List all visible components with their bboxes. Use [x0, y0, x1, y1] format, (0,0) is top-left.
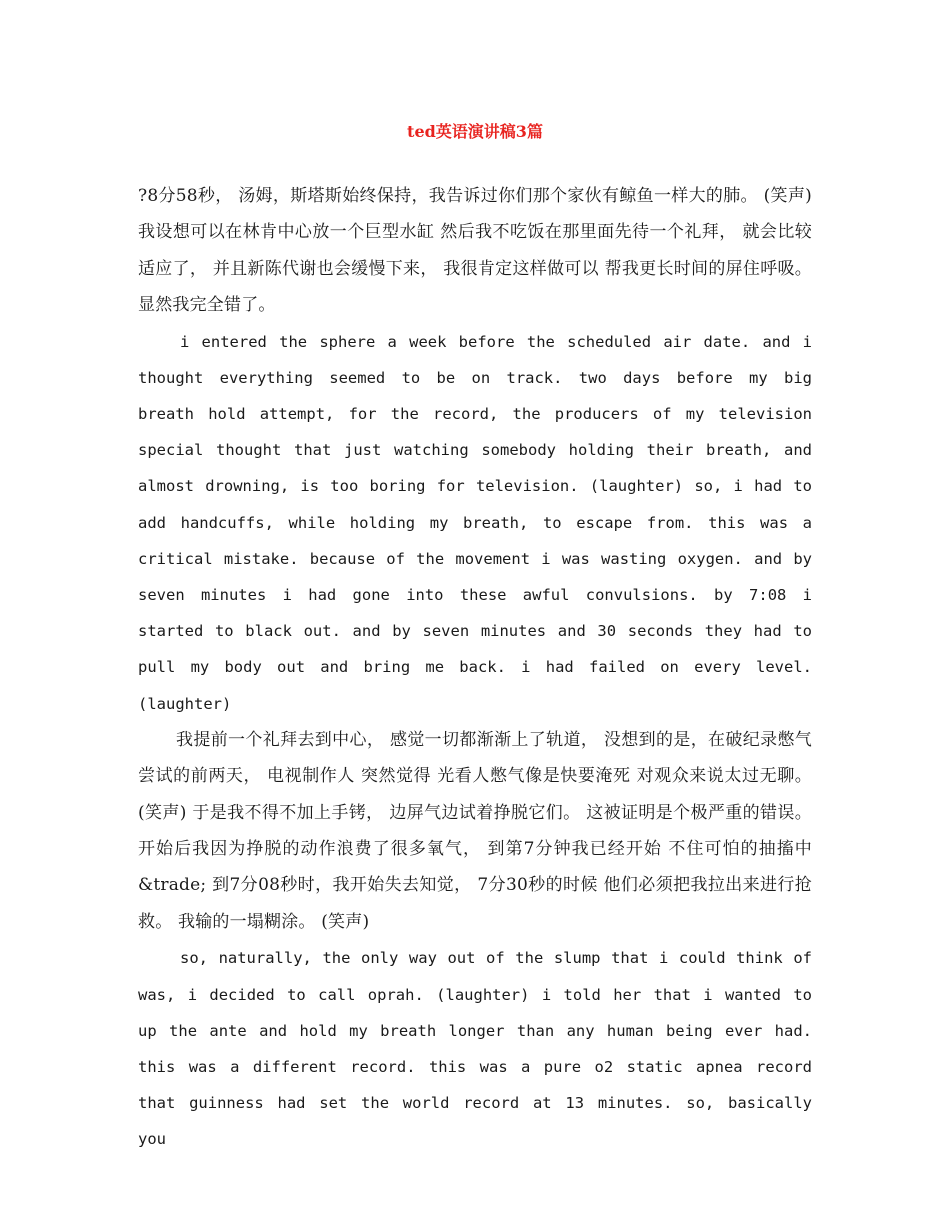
paragraph-chinese-1: ?8分58秒， 汤姆，斯塔斯始终保持，我告诉过你们那个家伙有鲸鱼一样大的肺。 (笑声) 我设想可以在林肯中心放一个巨型水缸 然后我不吃饭在那里面先待一个礼拜， 就会比较适应了， 并且新陈代谢也会缓慢下来， 我很肯定这样做可以 帮我更长时间的屏住呼吸。 显然我完全错了。 — [138, 186, 812, 316]
paragraph-english-2: so, naturally, the only way out of the slump that i could think of was, i decided to call oprah. (laughter) i told her that i wanted to up the ante and hold my breath longer than any human being ever had. this was a different record. this was a pure o2 static apnea record that guinness had set the world record at 13 minutes. so, basically you — [138, 949, 812, 1149]
document-title: ted英语演讲稿3篇 — [407, 122, 543, 141]
document-page — [138, 120, 812, 1158]
paragraph-chinese-2: 我提前一个礼拜去到中心， 感觉一切都渐渐上了轨道， 没想到的是，在破纪录憋气尝试的前两天， 电视制作人 突然觉得 光看人憋气像是快要淹死 对观众来说太过无聊。 (笑声) 于是我不得不加上手铐， 边屏气边试着挣脱它们。 这被证明是个极严重的错误。 开始后我因为挣脱的动作浪费了很多氧气， 到第7分钟我已经开始 不住可怕的抽搐中&trade; 到7分08秒时，我开始失去知觉， 7分30秒的时候 他们必须把我拉出来进行抢救。 我输的一塌糊涂。 (笑声) — [138, 729, 812, 932]
paragraph-english-1: i entered the sphere a week before the scheduled air date. and i thought everything seemed to be on track. two days before my big breath hold attempt, for the record, the producers of my television special thought that just watching somebody holding their breath, and almost drowning, is too boring for television. (laughter) so, i had to add handcuffs, while holding my breath, to escape from. this was a critical mistake. because of the movement i was wasting oxygen. and by seven minutes i had gone into these awful convulsions. by 7:08 i started to black out. and by seven minutes and 30 seconds they had to pull my body out and bring me back. i had failed on every level. (laughter) — [138, 332, 812, 713]
